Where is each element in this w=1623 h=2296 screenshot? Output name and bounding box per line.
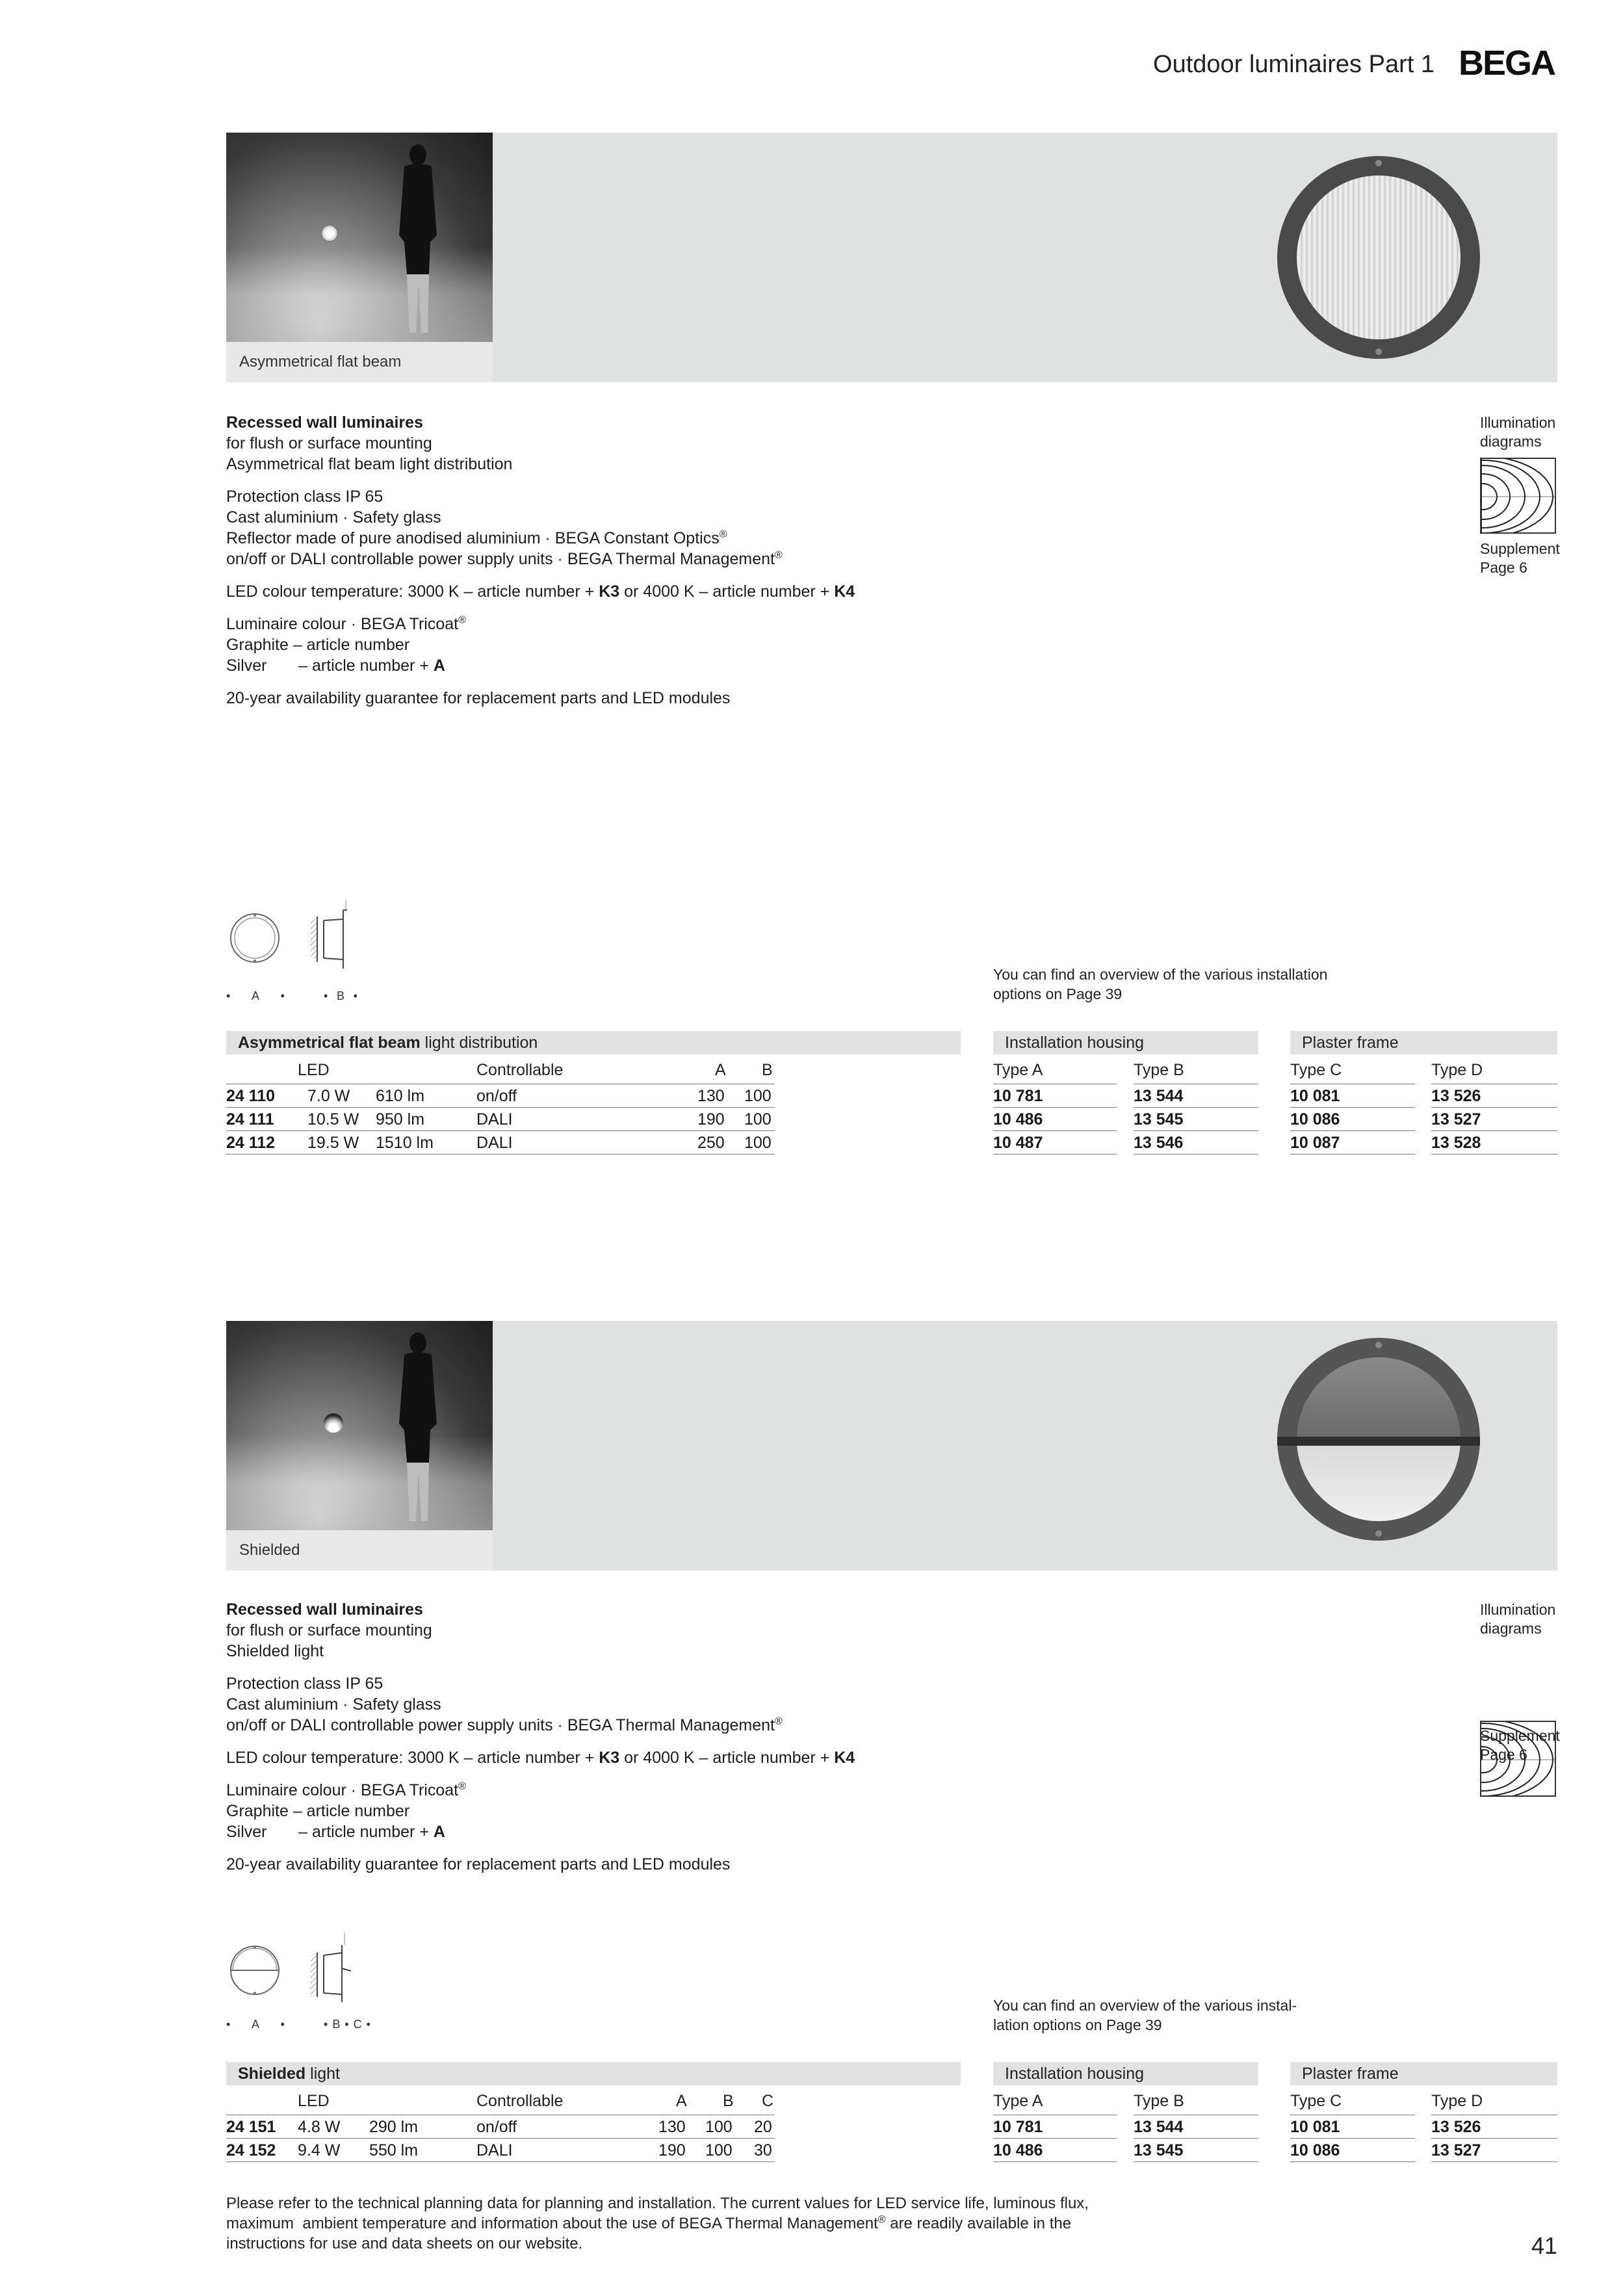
accessory-article-td: 13 528 [1431,1131,1557,1155]
product2-table-header: LED Controllable A B C [226,2092,775,2115]
cell-lm: 950 lm [376,1110,425,1128]
cell-lm: 1510 lm [376,1134,434,1152]
cell-ctrl: on/off [476,1087,517,1105]
accessory-article-tc: 10 081 [1290,1084,1415,1108]
product2-silver: Silver – article number + [226,1823,434,1841]
product2-power: on/off or DALI controllable power supply units · BEGA Thermal Management [226,1716,775,1734]
product2-description: Recessed wall luminaires for flush or surface mounting Shielded light Protection class IP 65 Cast aluminium · Safety glass on/off or DALI controllable power supply units · BEGA Thermal Management® LED colour temperature: 3000 K – article number + K3 or 4000 K – article number + K4 Luminaire colour · BEGA Tricoat® Graphite – article number Silver – article number + A 20-year availability guarantee for replacement parts and LED modules [226,1600,855,1873]
product1-dimension-drawing [226,897,376,982]
accessory-article-ta: 10 781 [993,2115,1117,2139]
product2-supplement-link[interactable]: Supplement Page 6 [1480,1727,1560,1763]
product2-installation-housing-title: Installation housing [993,2062,1258,2085]
cell-lm: 290 lm [369,2118,419,2136]
accessory-article-tc: 10 087 [1290,1131,1415,1155]
accessory-article-ta: 10 781 [993,1084,1117,1108]
page-header-title: Outdoor luminaires Part 1 [1153,51,1435,78]
accessory-article-ta: 10 486 [993,2139,1117,2162]
cell-ctrl: DALI [476,2141,513,2159]
accessory-article-tc: 10 086 [1290,1108,1415,1131]
accessory-article-tb: 13 545 [1134,1108,1258,1131]
cell-b: 100 [705,2118,733,2136]
table-row [226,1108,775,1131]
table-row [226,1131,775,1155]
cell-w: 7.0 W [307,1087,350,1105]
cell-art: 24 110 [226,1087,276,1105]
cell-b: 100 [744,1087,772,1105]
product2-fixture-image [1277,1338,1480,1541]
product2-material: Cast aluminium · Safety glass [226,1695,441,1714]
cell-art: 24 112 [226,1134,276,1152]
page-number: 41 [1531,2232,1558,2259]
product2-dimension-drawing [226,1929,376,2014]
cell-a: 190 [658,2141,686,2159]
cell-w: 9.4 W [298,2141,341,2159]
product2-caption: Shielded [226,1530,493,1571]
accessory-article-tb: 13 544 [1134,1084,1258,1108]
product2-type-a-header: Type A [993,2092,1117,2115]
cell-lm: 550 lm [369,2141,419,2159]
cell-w: 4.8 W [298,2118,341,2136]
product2-led-temp: LED colour temperature: 3000 K – article number + [226,1749,599,1767]
product2-scene-photo [226,1321,493,1530]
product1-led-temp: LED colour temperature: 3000 K – article number + [226,582,599,601]
cell-a: 130 [697,1087,725,1105]
product2-distribution: Shielded light [226,1642,324,1660]
product1-installation-housing-title: Installation housing [993,1031,1258,1054]
person-silhouette-icon [395,144,441,339]
product2-type-d-header: Type D [1431,2092,1557,2115]
cell-w: 19.5 W [307,1134,359,1152]
product1-type-c-header: Type C [1290,1061,1415,1084]
product1-protection: Protection class IP 65 [226,488,383,506]
cell-b: 100 [744,1134,772,1152]
accessory-article-tb: 13 544 [1134,2115,1258,2139]
accessory-article-ta: 10 486 [993,1108,1117,1131]
product2-dim-label-bc: • B • C • [324,2018,370,2031]
wall-lamp-glow-icon [321,225,338,242]
product1-description: Recessed wall luminaires for flush or surface mounting Asymmetrical flat beam light distribution Protection class IP 65 Cast aluminium · Safety glass Reflector made of pure anodised aluminium · BEGA Constant Optics® on/off or DALI controllable power supply units · BEGA Thermal Management® LED colour temperature: 3000 K – article number + K3 or 4000 K – article number + K4 Luminaire colour · BEGA Tricoat® Graphite – article number Silver – article number + A 20-year availability guarantee for replacement parts and LED modules [226,413,855,707]
product2-colour: Luminaire colour · BEGA Tricoat [226,1781,459,1799]
product1-fixture-image [1277,156,1480,359]
product1-k4: K4 [834,582,855,601]
product1-distribution: Asymmetrical flat beam light distribution [226,455,513,473]
product2-illumination-label: Illumination diagrams [1480,1601,1556,1637]
accessory-article-tb: 13 546 [1134,1131,1258,1155]
product1-supplement-link[interactable]: Supplement Page 6 [1480,540,1560,576]
cell-ctrl: DALI [476,1134,513,1152]
product2-type-c-header: Type C [1290,2092,1415,2115]
table-row [226,2115,775,2139]
cell-ctrl: on/off [476,2118,517,2136]
cell-c: 30 [754,2141,772,2159]
product2-k4: K4 [834,1749,855,1767]
cell-b: 100 [705,2141,733,2159]
product2-silver-suffix: A [433,1823,445,1841]
product1-k3: K3 [599,582,620,601]
cell-art: 24 152 [226,2141,276,2159]
product2-led-temp-b: or 4000 K – article number + [619,1749,835,1767]
product2-guarantee: 20-year availability guarantee for replacement parts and LED modules [226,1855,731,1873]
product2-install-note: You can find an overview of the various instal- lation options on Page 39 [993,1997,1297,2033]
product1-colour: Luminaire colour · BEGA Tricoat [226,615,459,633]
product2-mounting: for flush or surface mounting [226,1621,432,1639]
product1-reflector: Reflector made of pure anodised aluminium · BEGA Constant Optics [226,529,720,547]
cell-a: 250 [697,1134,725,1152]
cell-w: 10.5 W [307,1110,359,1128]
product1-material: Cast aluminium · Safety glass [226,508,441,527]
product1-type-d-header: Type D [1431,1061,1557,1084]
cell-b: 100 [744,1110,772,1128]
product1-dim-label-a: • A • [226,989,285,1002]
product1-mounting: for flush or surface mounting [226,434,432,452]
product1-plaster-frame-title: Plaster frame [1290,1031,1557,1054]
product1-illumination-label: Illumination diagrams [1480,414,1556,450]
product2-dim-label-a: • A • [226,2018,285,2031]
product1-guarantee: 20-year availability guarantee for replacement parts and LED modules [226,689,731,707]
product2-plaster-frame-title: Plaster frame [1290,2062,1557,2085]
cell-c: 20 [754,2118,772,2136]
product2-protection: Protection class IP 65 [226,1675,383,1693]
product2-graphite: Graphite – article number [226,1802,410,1820]
accessory-article-ta: 10 487 [993,1131,1117,1155]
product1-heading: Recessed wall luminaires [226,413,423,432]
accessory-article-tc: 10 086 [1290,2139,1415,2162]
product2-type-b-header: Type B [1134,2092,1258,2115]
product2-heading: Recessed wall luminaires [226,1600,423,1619]
product1-type-b-header: Type B [1134,1061,1258,1084]
cell-a: 190 [697,1110,725,1128]
footer-note: Please refer to the technical planning data for planning and installation. The current values for LED service life, luminous flux, maximum ambient temperature and information about the use of BEGA Thermal Management® are readily available in the instructions for use and data sheets on our website. [226,2195,1089,2252]
product1-silver-suffix: A [433,657,445,675]
product1-dim-label-b: • B • [324,989,357,1002]
bega-logo: BEGA [1458,44,1555,83]
accessory-article-td: 13 527 [1431,1108,1557,1131]
product1-led-temp-b: or 4000 K – article number + [619,582,835,601]
cell-art: 24 111 [226,1110,274,1128]
product1-scene-photo [226,133,493,342]
product1-table-title: Asymmetrical flat beam light distribution [226,1031,961,1054]
product1-graphite: Graphite – article number [226,636,410,654]
product1-type-a-header: Type A [993,1061,1117,1084]
illumination-diagram-icon[interactable] [1480,458,1556,534]
product1-power: on/off or DALI controllable power supply units · BEGA Thermal Management [226,550,775,568]
product2-table-title: Shielded light [226,2062,961,2085]
product1-silver: Silver – article number + [226,657,434,675]
product1-install-note: You can find an overview of the various installation options on Page 39 [993,966,1328,1002]
product1-caption: Asymmetrical flat beam [226,342,493,382]
table-row [226,1084,775,1108]
table-row [226,2139,775,2162]
cell-a: 130 [658,2118,686,2136]
product2-k3: K3 [599,1749,620,1767]
cell-lm: 610 lm [376,1087,425,1105]
person-silhouette-icon [395,1333,441,1528]
accessory-article-tc: 10 081 [1290,2115,1415,2139]
accessory-article-td: 13 526 [1431,2115,1557,2139]
cell-ctrl: DALI [476,1110,513,1128]
product1-table-header: LED Controllable A B [226,1061,775,1084]
accessory-article-td: 13 526 [1431,1084,1557,1108]
accessory-article-td: 13 527 [1431,2139,1557,2162]
shielded-lamp-glow-icon [324,1413,343,1433]
accessory-article-tb: 13 545 [1134,2139,1258,2162]
cell-art: 24 151 [226,2118,276,2136]
